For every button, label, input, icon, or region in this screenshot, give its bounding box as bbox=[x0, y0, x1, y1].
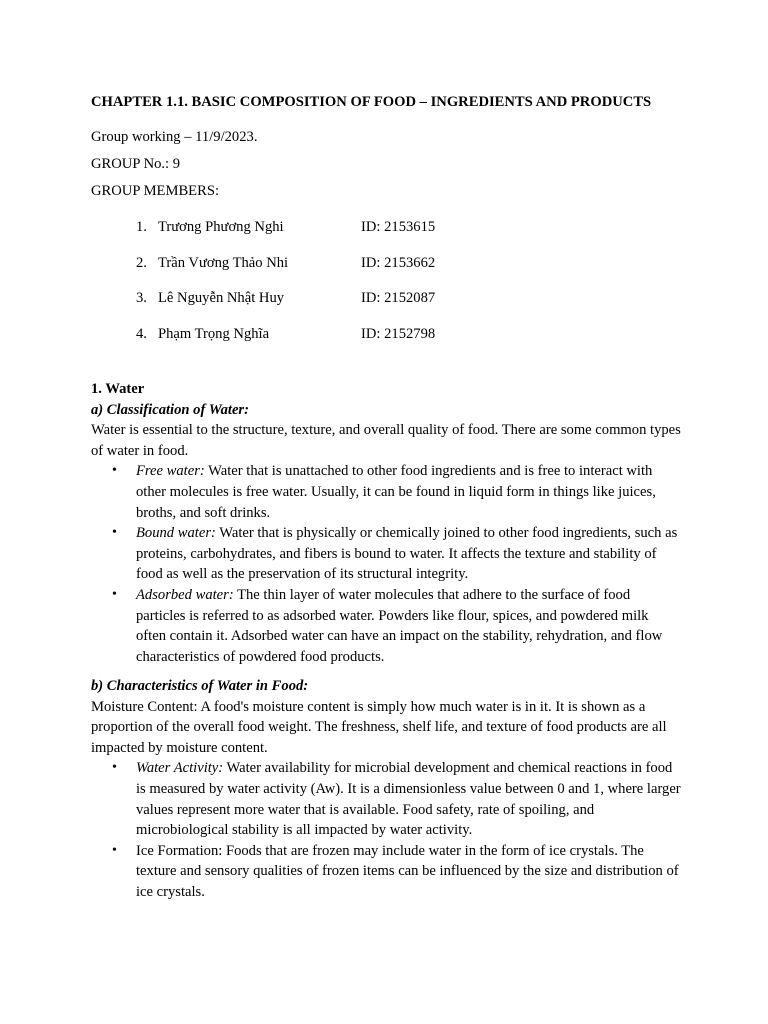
member-id: ID: 2152087 bbox=[361, 290, 436, 306]
member-number: 3. bbox=[136, 290, 147, 306]
list-item bbox=[91, 841, 681, 903]
member-id: ID: 2153615 bbox=[361, 219, 436, 235]
member-name: Lê Nguyễn Nhật Huy bbox=[158, 290, 285, 306]
bullet-icon: • bbox=[112, 525, 117, 541]
bullet-term: Adsorbed water: bbox=[136, 586, 234, 603]
section-heading: 1. Water bbox=[91, 381, 145, 397]
group-working-date: Group working – 11/9/2023. bbox=[91, 129, 258, 145]
characteristics-section bbox=[91, 676, 681, 903]
member-id: ID: 2152798 bbox=[361, 326, 436, 342]
member-number: 2. bbox=[136, 255, 147, 271]
member-name: Trần Vương Thảo Nhi bbox=[158, 255, 289, 271]
member-number: 4. bbox=[136, 326, 147, 342]
classification-bullet-list bbox=[91, 461, 681, 667]
bullet-icon: • bbox=[112, 586, 117, 602]
classification-intro: Water is essential to the structure, texture, and overall quality of food. There are some common types of water in food. bbox=[91, 422, 681, 459]
bullet-icon: • bbox=[112, 842, 117, 858]
list-item bbox=[91, 523, 681, 585]
bullet-term: Bound water: bbox=[136, 525, 216, 542]
characteristics-bullet-list bbox=[91, 758, 681, 902]
water-section bbox=[91, 379, 681, 667]
group-members-label: GROUP MEMBERS: bbox=[91, 183, 219, 199]
characteristics-intro: Moisture Content: A food's moisture content is simply how much water is in it. It is shown as a proportion of the overall food weight. The freshness, shelf life, and texture of food products are all impacted by moisture content. bbox=[91, 698, 667, 756]
bullet-icon: • bbox=[112, 760, 117, 776]
member-name: Trương Phương Nghi bbox=[158, 219, 284, 235]
member-number: 1. bbox=[136, 219, 147, 235]
member-name: Phạm Trọng Nghĩa bbox=[158, 326, 270, 342]
bullet-text: Water that is unattached to other food ingredients and is free to interact with other molecules is free water. Usually, it can be found in liquid form in things like juices, broths, and soft drinks. bbox=[136, 463, 656, 521]
list-item bbox=[91, 758, 681, 840]
list-item bbox=[91, 461, 681, 523]
member-id: ID: 2153662 bbox=[361, 255, 436, 271]
member-row bbox=[136, 326, 556, 346]
chapter-title: CHAPTER 1.1. BASIC COMPOSITION OF FOOD – INGREDIENTS AND PRODUCTS bbox=[91, 94, 652, 110]
bullet-text: Water availability for microbial development and chemical reactions in food is measured by water activity (Aw). It is a dimensionless value between 0 and 1, where larger values represent more water that is available. Food safety, rate of spoiling, and microbiological stability is all impacted by water activity. bbox=[136, 760, 681, 839]
bullet-text: Water that is physically or chemically joined to other food ingredients, such as proteins, carbohydrates, and fibers is bound to water. It affects the texture and stability of food as well as the preservation of its structural integrity. bbox=[136, 525, 678, 583]
bullet-text: The thin layer of water molecules that adhere to the surface of food particles is referred to as adsorbed water. Powders like flour, spices, and powdered milk often contain it. Adsorbed water can have an impact on the stability, rehydration, and flow characteristics of powdered food products. bbox=[136, 586, 663, 665]
bullet-term: Water Activity: bbox=[136, 760, 224, 777]
classification-heading: a) Classification of Water: bbox=[91, 401, 249, 418]
member-row bbox=[136, 290, 556, 310]
group-number: GROUP No.: 9 bbox=[91, 156, 181, 172]
characteristics-heading: b) Characteristics of Water in Food: bbox=[91, 678, 309, 694]
bullet-text: Ice Formation: Foods that are frozen may include water in the form of ice crystals. The texture and sensory qualities of frozen items can be influenced by the size and distribution of ice crystals. bbox=[136, 842, 679, 900]
bullet-term: Free water: bbox=[136, 463, 205, 480]
list-item bbox=[91, 585, 681, 667]
member-row bbox=[136, 255, 556, 275]
bullet-icon: • bbox=[112, 463, 117, 479]
member-row bbox=[136, 219, 556, 239]
